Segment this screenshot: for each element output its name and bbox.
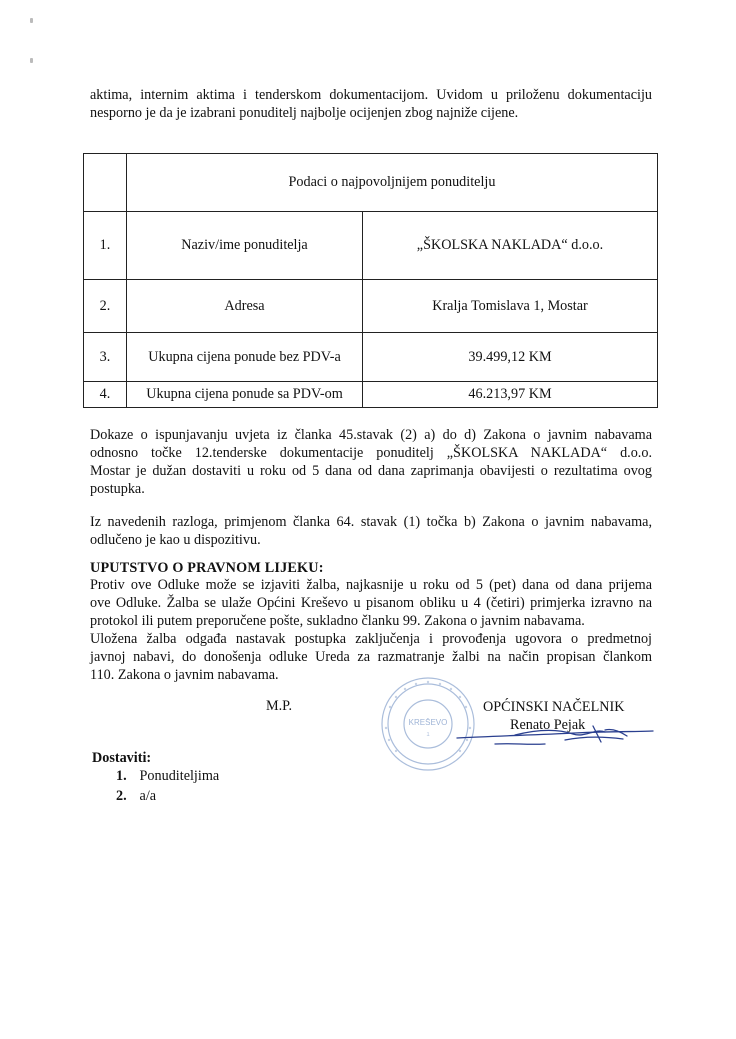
row-value: 39.499,12 KM — [363, 333, 658, 382]
table-row — [84, 212, 658, 280]
proof-line: odnosno točke 12.tenderske dokumentacije ponuditelj „ŠKOLSKA NAKLADA“ d.o.o. — [90, 445, 652, 461]
signer-name: Renato Pejak — [510, 717, 586, 733]
scan-artifact — [30, 18, 33, 23]
remedy-line: protokol ili putem preporučene pošte, sukladno članku 99. Zakona o javnim nabavama. — [90, 613, 585, 629]
row-value: 46.213,97 KM — [363, 382, 658, 408]
intro-line: aktima, internim aktima i tenderskom dokumentacijom. Uvidom u priloženu dokumentaciju — [90, 87, 652, 103]
row-label: Ukupna cijena ponude sa PDV-om — [127, 382, 363, 408]
remedy-line: javnoj nabavi, do donošenja odluke Ureda za razmatranje žalbi na način propisan člankom — [90, 649, 652, 665]
legal-remedy-heading: UPUTSTVO O PRAVNOM LIJEKU: — [90, 560, 324, 576]
list-item-number: 1. — [116, 768, 127, 784]
stamp-place-label: M.P. — [266, 698, 293, 714]
row-label: Adresa — [127, 280, 363, 333]
proof-line: Mostar je dužan dostaviti u roku od 5 dana od dana zaprimanja obavijesti o rezultatima ovog — [90, 463, 652, 479]
row-number: 4. — [84, 382, 127, 408]
legal-remedy-paragraph — [90, 576, 652, 684]
table-corner-cell — [84, 154, 127, 212]
row-number: 2. — [84, 280, 127, 333]
remedy-line: Protiv ove Odluke može se izjaviti žalba, najkasnije u roku od 5 (pet) dana od dana prijema — [90, 577, 652, 593]
remedy-line: Uložena žalba odgađa nastavak postupka zaključenja i provođenja ugovora o predmetnoj — [90, 631, 652, 647]
handwritten-signature — [455, 718, 655, 752]
delivery-list — [116, 766, 219, 806]
list-item-text: Ponuditeljima — [139, 768, 220, 784]
proof-line: Dokaze o ispunjavanju uvjeta iz članka 45.stavak (2) a) do d) Zakona o javnim nabavama — [90, 427, 652, 443]
table-header: Podaci o najpovoljnijem ponuditelju — [127, 154, 658, 212]
remedy-line: ove Odluke. Žalba se ulaže Općini Kreševo u pisanom obliku u 4 (četiri) primjerka izravno na — [90, 595, 652, 611]
row-number: 3. — [84, 333, 127, 382]
row-label: Naziv/ime ponuditelja — [127, 212, 363, 280]
row-value: Kralja Tomislava 1, Mostar — [363, 280, 658, 333]
list-item — [116, 786, 219, 806]
list-item — [116, 766, 219, 786]
signer-title: OPĆINSKI NAČELNIK — [483, 699, 625, 715]
intro-paragraph — [90, 86, 652, 122]
seal-text: KREŠEVO — [408, 718, 448, 727]
list-item-number: 2. — [116, 788, 127, 804]
remedy-line: 110. Zakona o javnim nabavama. — [90, 667, 279, 683]
scan-artifact — [30, 58, 33, 63]
row-number: 1. — [84, 212, 127, 280]
decision-paragraph — [90, 513, 652, 549]
list-item-text: a/a — [139, 788, 157, 804]
table-row — [84, 333, 658, 382]
row-label: Ukupna cijena ponude bez PDV-a — [127, 333, 363, 382]
proof-line: postupka. — [90, 481, 145, 497]
table-header-row — [84, 154, 658, 212]
table-row — [84, 280, 658, 333]
proof-paragraph — [90, 426, 652, 498]
svg-text:1: 1 — [426, 732, 430, 738]
delivery-heading: Dostaviti: — [92, 750, 152, 766]
decision-line: odlučeno je kao u dispozitivu. — [90, 532, 261, 548]
table-row — [84, 382, 658, 408]
best-bidder-table — [83, 153, 658, 408]
row-value: „ŠKOLSKA NAKLADA“ d.o.o. — [363, 212, 658, 280]
intro-line: nesporno je da je izabrani ponuditelj najbolje ocijenjen zbog najniže cijene. — [90, 105, 519, 121]
decision-line: Iz navedenih razloga, primjenom članka 64. stavak (1) točka b) Zakona o javnim nabavama, — [90, 514, 652, 530]
